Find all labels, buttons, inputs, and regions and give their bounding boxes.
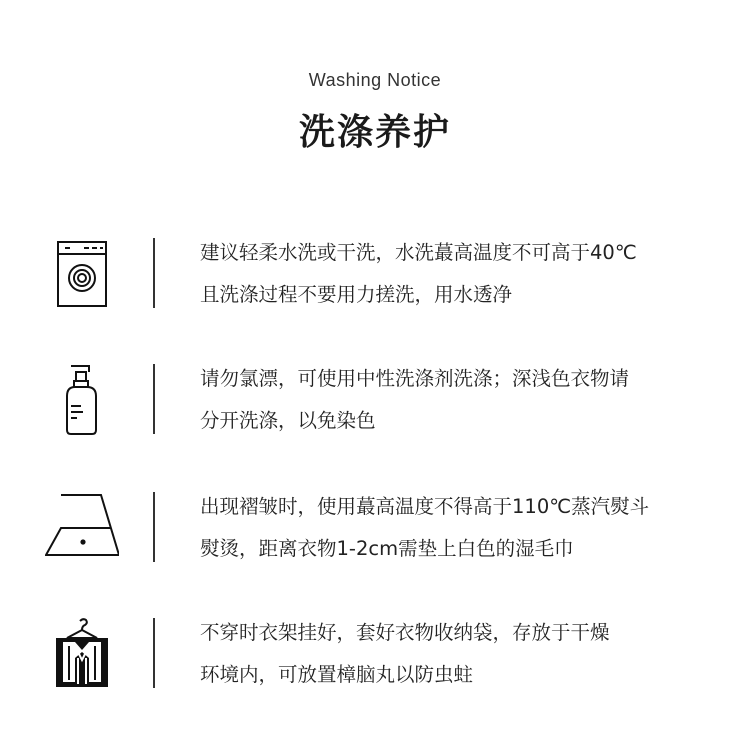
care-text-line: 环境内，可放置樟脑丸以防虫蛀 <box>200 663 474 686</box>
hanging-garment-icon <box>45 618 119 690</box>
divider <box>153 618 155 688</box>
divider <box>153 238 155 308</box>
care-text-line: 建议轻柔水洗或干洗，水洗蕞高温度不可高于40℃ <box>200 241 637 264</box>
divider <box>153 492 155 562</box>
care-text-line: 不穿时衣架挂好，套好衣物收纳袋，存放于干燥 <box>200 621 610 644</box>
care-item-detergent <box>0 364 750 436</box>
iron-icon <box>45 492 119 564</box>
care-item-storage <box>0 618 750 690</box>
care-text-line: 请勿氯漂，可使用中性洗涤剂洗涤；深浅色衣物请 <box>200 367 630 390</box>
care-text <box>200 232 720 316</box>
care-text <box>200 486 720 570</box>
page-title: 洗涤养护 <box>298 112 451 153</box>
care-text <box>200 612 720 696</box>
care-text-line: 熨烫，距离衣物1-2cm需垫上白色的湿毛巾 <box>200 537 574 560</box>
care-text <box>200 358 720 442</box>
care-text-line: 分开洗涤，以免染色 <box>200 409 376 432</box>
detergent-bottle-icon <box>45 364 119 436</box>
divider <box>153 364 155 434</box>
washing-machine-icon <box>45 238 119 310</box>
care-text-line: 且洗涤过程不要用力搓洗，用水透净 <box>200 283 513 306</box>
care-text-line: 出现褶皱时，使用蕞高温度不得高于110℃蒸汽熨斗 <box>200 495 650 518</box>
page-subtitle: Washing Notice <box>308 70 442 90</box>
care-item-ironing <box>0 492 750 564</box>
care-item-washing <box>0 238 750 310</box>
